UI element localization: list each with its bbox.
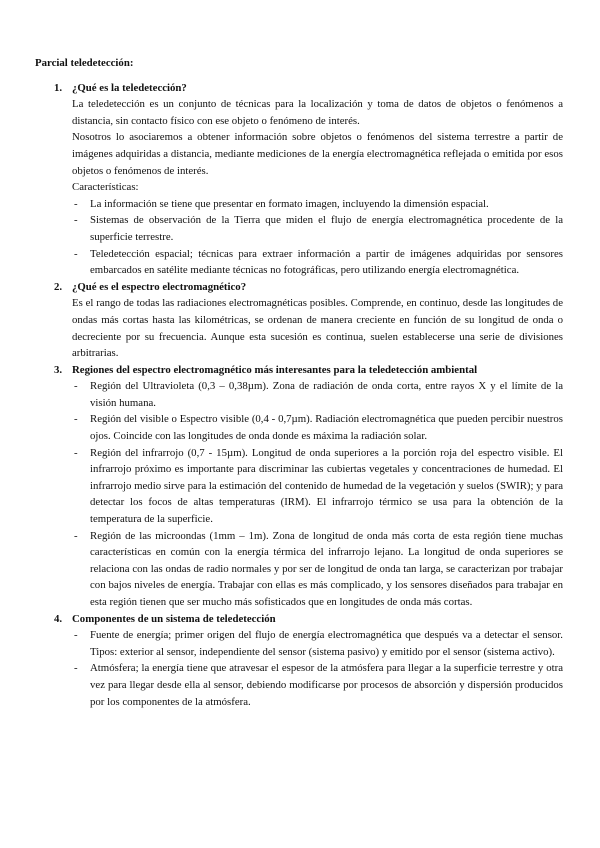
section-number: 3.: [54, 363, 63, 376]
section-number: 4.: [54, 612, 63, 625]
list-item: - Fuente de energía; primer origen del flujo de energía electromagnética que después va a detectar el sensor. Tipos: exterior al sensor, independiente del sensor (sistema pasivo) y emitido por el sensor (sistema activo).: [72, 627, 563, 660]
section-title: ¿Qué es la teledetección?: [72, 81, 187, 94]
bullet-list: [72, 627, 563, 710]
section-number: 2.: [54, 280, 63, 293]
document-page: [35, 55, 563, 710]
list-item: - La información se tiene que presentar en formato imagen, incluyendo la dimensión espacial.: [72, 196, 563, 213]
section-heading: [35, 279, 563, 296]
section-number: 1.: [54, 81, 63, 94]
section-body: [35, 627, 563, 710]
section-body: [35, 96, 563, 279]
section-2: [35, 279, 563, 362]
paragraph: La teledetección es un conjunto de técnicas para la localización y toma de datos de objetos o fenómenos a distancia, sin contacto físico con ese objeto o fenómeno de interés.: [72, 98, 563, 127]
section-title: Componentes de un sistema de teledetección: [72, 612, 276, 625]
list-item: - Teledetección espacial; técnicas para extraer información a partir de imágenes adquiridas por sensores embarcados en satélite mediante técnicas no fotográficas, pero utilizando energía electromagnética.: [72, 246, 563, 279]
section-4: [35, 611, 563, 711]
bullet-list: [72, 196, 563, 279]
section-body: [35, 295, 563, 361]
section-heading: [35, 362, 563, 379]
section-3: [35, 362, 563, 611]
section-title: Regiones del espectro electromagnético más interesantes para la teledetección ambiental: [72, 363, 478, 376]
list-item: - Región del infrarrojo (0,7 - 15µm). Longitud de onda superiores a la porción roja del espectro visible. El infrarrojo próximo es importante para discriminar las cubiertas vegetales y concentraciones de humedad. El infrarrojo medio sirve para la estimación del contenido de humedad de la vegetación y suelos (SWIR); y para detectar los focos de altas temperaturas (IRM). El infrarrojo térmico se usa para la obtención de la temperatura de la superficie.: [72, 445, 563, 528]
section-heading: [35, 80, 563, 97]
document-title: Parcial teledetección:: [35, 57, 134, 69]
section-1: [35, 80, 563, 279]
section-heading: [35, 611, 563, 628]
list-item: - Atmósfera; la energía tiene que atravesar el espesor de la atmósfera para llegar a la superficie terrestre y otra vez para llegar desde ella al sensor, debiendo modificarse por procesos de absorción y dispersión producidos por los componentes de la atmósfera.: [72, 660, 563, 710]
section-title: ¿Qué es el espectro electromagnético?: [72, 280, 247, 293]
bullet-list: [72, 378, 563, 610]
subheading-caracteristicas: Características:: [72, 181, 139, 194]
paragraph: Es el rango de todas las radiaciones electromagnéticas posibles. Comprende, en continuo, desde las longitudes de ondas más cortas hasta las kilométricas, se ordenan de manera creciente en función de su longitud de onda o decreciente por su frecuencia. Aunque esta sucesión es continua, suelen establecerse una serie de divisiones arbitrarias.: [72, 297, 563, 360]
paragraph: Nosotros lo asociaremos a obtener información sobre objetos o fenómenos del sistema terrestre a partir de imágenes adquiridas a distancia, mediante mediciones de la energía electromagnética reflejada o emitida por esos objetos o fenómenos de interés.: [72, 131, 563, 177]
list-item: - Sistemas de observación de la Tierra que miden el flujo de energía electromagnética procedente de la superficie terrestre.: [72, 212, 563, 245]
section-body: [35, 378, 563, 610]
list-item: - Región de las microondas (1mm – 1m). Zona de longitud de onda más corta de esta región tiene muchas características en común con la energía térmica del infrarrojo lejano. La longitud de onda superiores se relaciona con las ondas de radio normales y por ser de longitud de onda tan larga, se caracterizan por trabajar con bajos niveles de energía. Trabajar con ellas es más complicado, y los sensores diseñados para trabajar en esta región tienen que ser mucho más sofisticados que en longitudes de onda más cortas.: [72, 528, 563, 611]
list-item: - Región del Ultravioleta (0,3 – 0,38µm). Zona de radiación de onda corta, entre rayos X y el límite de la visión humana.: [72, 378, 563, 411]
list-item: - Región del visible o Espectro visible (0,4 - 0,7µm). Radiación electromagnética que pueden percibir nuestros ojos. Coincide con las longitudes de onda donde es máxima la radiación solar.: [72, 411, 563, 444]
